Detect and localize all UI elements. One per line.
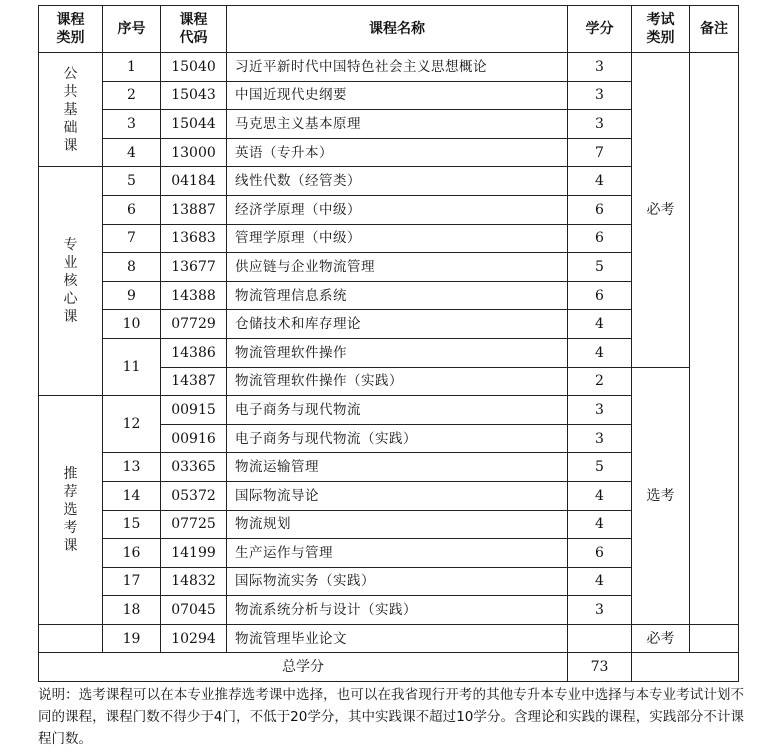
row-credit: 4 [568, 338, 632, 367]
row-name: 供应链与企业物流管理 [227, 253, 568, 282]
header-category: 课程类别 [39, 6, 103, 53]
row-seq: 10 [103, 310, 161, 339]
header-code: 课程代码 [161, 6, 227, 53]
row-credit: 5 [568, 253, 632, 282]
category-public: 公共基础课 [39, 53, 103, 167]
table-row [39, 53, 739, 82]
total-row [39, 653, 739, 682]
row-credit: 4 [568, 510, 632, 539]
category-core: 专业核心课 [39, 167, 103, 396]
row-code: 14386 [161, 338, 227, 367]
row-credit: 3 [568, 53, 632, 82]
row-seq: 3 [103, 110, 161, 139]
row-name: 经济学原理（中级） [227, 195, 568, 224]
row-seq: 17 [103, 567, 161, 596]
row-code: 04184 [161, 167, 227, 196]
row-code: 14388 [161, 281, 227, 310]
total-blank [632, 653, 739, 682]
row-code: 13677 [161, 253, 227, 282]
row-credit: 7 [568, 138, 632, 167]
row-credit: 4 [568, 481, 632, 510]
table-row [39, 624, 739, 653]
row-credit: 4 [568, 167, 632, 196]
row-credit: 3 [568, 396, 632, 425]
row-credit: 3 [568, 81, 632, 110]
row-credit [568, 624, 632, 653]
row-code: 14832 [161, 567, 227, 596]
header-credit: 学分 [568, 6, 632, 53]
row-code: 00915 [161, 396, 227, 425]
row-seq: 19 [103, 624, 161, 653]
footnote: 说明：选考课程可以在本专业推荐选考课中选择，也可以在我省现行开考的其他专升本专业中选择与本专业考试计划不同的课程，课程门数不得少于4门，不低于20学分，其中实践课不超过10学分。含理论和实践的课程，实践部分不计课程门数。 [38, 687, 744, 747]
category-empty [39, 624, 103, 653]
row-name: 物流管理信息系统 [227, 281, 568, 310]
row-credit: 6 [568, 224, 632, 253]
row-credit: 5 [568, 453, 632, 482]
row-name: 生产运作与管理 [227, 539, 568, 568]
row-credit: 4 [568, 567, 632, 596]
total-label: 总学分 [39, 653, 568, 682]
row-name: 中国近现代史纲要 [227, 81, 568, 110]
header-seq: 序号 [103, 6, 161, 53]
row-seq: 7 [103, 224, 161, 253]
row-credit: 6 [568, 195, 632, 224]
row-name: 仓储技术和库存理论 [227, 310, 568, 339]
header-remark: 备注 [690, 6, 739, 53]
row-code: 13887 [161, 195, 227, 224]
row-code: 07725 [161, 510, 227, 539]
row-name: 物流管理软件操作（实践） [227, 367, 568, 396]
row-credit: 3 [568, 110, 632, 139]
row-seq: 4 [103, 138, 161, 167]
row-code: 13000 [161, 138, 227, 167]
row-seq: 13 [103, 453, 161, 482]
row-credit: 6 [568, 281, 632, 310]
row-seq: 9 [103, 281, 161, 310]
row-name: 管理学原理（中级） [227, 224, 568, 253]
row-code: 15043 [161, 81, 227, 110]
row-seq: 8 [103, 253, 161, 282]
exam-type-required: 必考 [632, 53, 690, 368]
row-code: 15040 [161, 53, 227, 82]
row-name: 物流管理毕业论文 [227, 624, 568, 653]
row-credit: 3 [568, 596, 632, 625]
row-seq: 12 [103, 396, 161, 453]
row-seq: 1 [103, 53, 161, 82]
category-elective: 推荐选考课 [39, 396, 103, 625]
row-name: 线性代数（经管类） [227, 167, 568, 196]
row-seq: 2 [103, 81, 161, 110]
row-code: 00916 [161, 424, 227, 453]
row-name: 电子商务与现代物流（实践） [227, 424, 568, 453]
total-value: 73 [568, 653, 632, 682]
row-code: 03365 [161, 453, 227, 482]
row-name: 物流规划 [227, 510, 568, 539]
row-seq: 5 [103, 167, 161, 196]
row-code: 07045 [161, 596, 227, 625]
exam-type-thesis: 必考 [632, 624, 690, 653]
header-exam-type: 考试类别 [632, 6, 690, 53]
row-name: 国际物流导论 [227, 481, 568, 510]
row-code: 15044 [161, 110, 227, 139]
row-name: 物流系统分析与设计（实践） [227, 596, 568, 625]
row-code: 07729 [161, 310, 227, 339]
row-code: 14199 [161, 539, 227, 568]
remark-cell [690, 53, 739, 625]
row-code: 05372 [161, 481, 227, 510]
row-name: 物流运输管理 [227, 453, 568, 482]
row-seq: 11 [103, 338, 161, 395]
row-name: 英语（专升本） [227, 138, 568, 167]
row-seq: 14 [103, 481, 161, 510]
row-credit: 3 [568, 424, 632, 453]
row-code: 10294 [161, 624, 227, 653]
row-name: 电子商务与现代物流 [227, 396, 568, 425]
row-credit: 2 [568, 367, 632, 396]
row-code: 14387 [161, 367, 227, 396]
row-credit: 4 [568, 310, 632, 339]
remark-cell [690, 624, 739, 653]
row-name: 国际物流实务（实践） [227, 567, 568, 596]
row-name: 习近平新时代中国特色社会主义思想概论 [227, 53, 568, 82]
row-name: 马克思主义基本原理 [227, 110, 568, 139]
row-seq: 6 [103, 195, 161, 224]
row-name: 物流管理软件操作 [227, 338, 568, 367]
row-code: 13683 [161, 224, 227, 253]
row-credit: 6 [568, 539, 632, 568]
exam-type-elective: 选考 [632, 367, 690, 624]
header-row [39, 6, 739, 53]
row-seq: 16 [103, 539, 161, 568]
row-seq: 18 [103, 596, 161, 625]
row-seq: 15 [103, 510, 161, 539]
header-name: 课程名称 [227, 6, 568, 53]
course-plan-table [38, 5, 739, 682]
